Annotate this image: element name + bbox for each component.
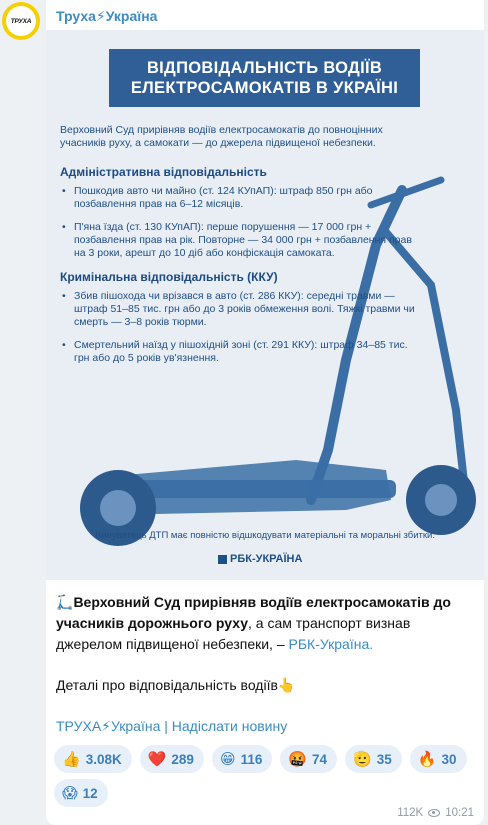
admin-list: [60, 185, 420, 260]
reactions-bar: [54, 745, 474, 807]
channel-avatar[interactable]: [2, 2, 40, 40]
post-image[interactable]: [46, 30, 484, 580]
admin-section-title: Адміністративна відповідальність: [60, 165, 267, 179]
list-item: • Смертельний наїзд у пішохідній зоні (ст. 291 ККУ): штраф 34–85 тис. грн або до 5 років ув'язнення.: [60, 339, 420, 365]
post-caption: [56, 592, 476, 655]
reaction-count: 74: [312, 751, 328, 767]
criminal-section-title: Кримінальна відповідальність (ККУ): [60, 270, 278, 284]
reaction-heart[interactable]: [140, 745, 204, 773]
fire-icon: 🔥: [417, 750, 437, 768]
message-time: 10:21: [445, 807, 474, 819]
reaction-swearing[interactable]: [280, 745, 337, 773]
channel-name[interactable]: Труха⚡Україна: [56, 8, 158, 24]
reaction-count: 35: [376, 751, 392, 767]
title-line-2: ЕЛЕКТРОСАМОКАТІВ В УКРАЇНІ: [130, 79, 399, 97]
thumbs-up-icon: 👍: [62, 750, 81, 768]
avatar-text: ТРУХА: [6, 6, 36, 36]
reaction-count: 116: [240, 751, 263, 767]
scooter-icon: 🛴: [56, 594, 74, 610]
heart-icon: ❤️: [147, 750, 167, 768]
reaction-count: 30: [441, 751, 457, 767]
reaction-thumbs-up[interactable]: [54, 745, 132, 773]
grin-icon: 😁: [219, 750, 236, 768]
channel-footer-link[interactable]: ТРУХА⚡Україна | Надіслати новину: [56, 718, 288, 734]
reaction-scream[interactable]: [54, 779, 108, 807]
reaction-count: 12: [82, 785, 98, 801]
list-item: • Збив пішохода чи врізався в авто (ст. 286 ККУ): середні травми — штраф 51–85 тис. грн або до 3 років обмеження волі. Тяжкі травми чи смерть — 3–8 років тюрми.: [60, 290, 420, 329]
reaction-count: 3.08K: [85, 751, 122, 767]
infographic-body: [60, 124, 420, 376]
reaction-grin[interactable]: [212, 745, 272, 773]
details-text: Деталі про відповідальність водіїв👆: [56, 677, 296, 693]
reaction-salute[interactable]: [345, 745, 402, 773]
message-meta: [397, 807, 474, 819]
caption-text: , а сам транспорт визнав джерелом підвищеної небезпеки, –: [56, 615, 411, 652]
view-count: 112K: [397, 807, 424, 819]
title-line-1: ВІДПОВІДАЛЬНІСТЬ ВОДІЇВ: [146, 59, 383, 77]
rbc-logo-icon: [218, 555, 227, 564]
swearing-face-icon: 🤬: [288, 750, 308, 768]
infographic-footnote: Винуватець ДТП має повністю відшкодувати матеріальні та моральні збитки.: [95, 530, 435, 541]
caption-bold: Верховний Суд прирівняв водіїв електросамокатів до учасників дорожнього руху: [56, 594, 451, 631]
scream-icon: 😱: [62, 784, 78, 802]
infographic-title: [109, 49, 420, 107]
intro-text: Верховний Суд прирівняв водіїв електросамокатів до повноцінних учасників руху, а самокати — до джерела підвищеної небезпеки.: [60, 124, 383, 149]
list-item: • Пошкодив авто чи майно (ст. 124 КУпАП): штраф 850 грн або позбавлення прав на 6–12 місяців.: [60, 185, 420, 211]
reaction-fire[interactable]: [410, 745, 467, 773]
criminal-list: [60, 290, 420, 365]
source-link[interactable]: РБК-Україна.: [288, 636, 374, 652]
list-item: • П'яна їзда (ст. 130 КУпАП): перше порушення — 17 000 грн + позбавлення прав на рік. Повторне — 34 000 грн + позбавлення прав на 3 роки, арешт до 10 діб або конфіскація самоката.: [60, 221, 420, 260]
rbc-logo-text: РБК-УКРАЇНА: [230, 553, 303, 565]
eye-icon: [428, 809, 440, 817]
rbc-logo: [218, 553, 302, 565]
salute-icon: 🫡: [353, 750, 372, 768]
reaction-count: 289: [171, 751, 194, 767]
message-bubble: [46, 0, 484, 825]
